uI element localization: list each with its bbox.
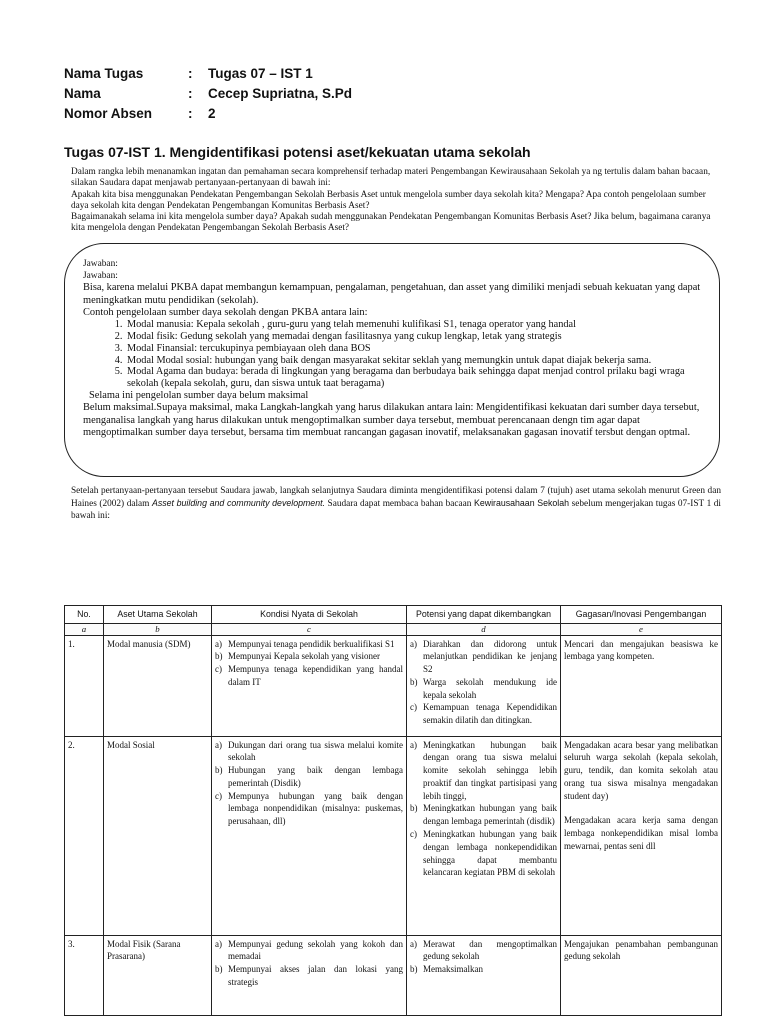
- list-item: [410, 802, 557, 828]
- intro-text: [71, 167, 723, 235]
- instruction-text: [71, 486, 721, 522]
- item-marker: a): [410, 739, 417, 750]
- answer-list: [83, 319, 701, 390]
- answer-paragraph: Selama ini pengelolan sumber daya belum maksimal: [89, 390, 309, 402]
- answer-label: Jawaban:: [83, 270, 118, 281]
- instruction-italic: Asset building and community development.: [151, 497, 325, 508]
- kondisi-cell: [212, 635, 407, 736]
- id-row-nama: [64, 84, 352, 104]
- list-item: [410, 638, 557, 676]
- item-marker: a): [410, 638, 417, 649]
- item-text: Meningkatkan hubungan baik dengan orang tua siswa melalui komite sekolah sehingga lebih proaktif dan tingkat partisipasi yang lebih tinggi,: [423, 739, 557, 801]
- item-marker: a): [215, 739, 222, 750]
- asset-name: Modal Sosial: [104, 736, 212, 935]
- potensi-cell: [407, 935, 561, 1015]
- answer-label: Jawaban:: [83, 259, 118, 269]
- list-item: [410, 701, 557, 727]
- item-text: Mempunyai akses jalan dan lokasi yang strategis: [228, 964, 403, 987]
- table-header: Aset Utama Sekolah: [104, 606, 212, 624]
- list-item: [410, 828, 557, 879]
- list-item: [215, 764, 403, 790]
- list-item: [215, 739, 403, 765]
- list-item: [215, 638, 403, 651]
- list-item: [215, 650, 403, 663]
- item-marker: a): [215, 938, 222, 949]
- answer-list-item: 5. Modal Agama dan budaya: berada di lingkungan yang beragama dan berbudaya baik sehingga dapat menjad control prilaku bagi wraga sekolah (kepala sekolah, guru, dan siswa untuk taat beragama): [125, 366, 701, 390]
- instruction-part: Saudara dapat membaca bahan bacaan: [327, 498, 472, 509]
- id-value: 2: [208, 106, 216, 121]
- item-text: Meningkatkan hubungan yang baik dengan lembaga pemerintah (disdik): [423, 803, 557, 827]
- answer-list-item: 2. Modal fisik: Gedung sekolah yang memadai dengan fasilitasnya yang cukup lengkap, letak yang strategis: [125, 331, 701, 343]
- answer-list-item: 1. Modal manusia: Kepala sekolah , guru-guru yang telah memenuhi kulifikasi S1, tenaga operator yang handal: [125, 319, 701, 331]
- item-text: Mempunyai gedung sekolah yang kokoh dan memadai: [228, 938, 403, 962]
- gagasan-text: Mengadakan acara besar yang melibatkan seluruh warga sekolah (kepala sekolah, guru, tendik, dan komita sekolah atau orang tua siswa misalnya mengadakan student day): [564, 739, 718, 801]
- asset-name: Modal manusia (SDM): [104, 635, 212, 736]
- list-item: [215, 790, 403, 828]
- item-marker: b): [215, 765, 223, 776]
- intro-paragraph: Bagaimanakah selama ini kita mengelola sumber daya? Apakah sudah menggunakan Pendekatan Pengembangan Komunitas Berbasis Aset? Jika belum, bagaimana caranya kita mengelola dengan Pendekatan Pengembangan Sekolah Berbasis Aset?: [71, 212, 711, 234]
- identity-block: [64, 64, 352, 124]
- table-header-row: [65, 606, 722, 624]
- answer-box: [64, 243, 720, 477]
- kondisi-cell: [212, 935, 407, 1015]
- gagasan-text: Mengadakan acara kerja sama dengan lembaga nonkependidikan misal lomba mewarnai, pentas seni dll: [564, 815, 718, 852]
- id-colon: :: [188, 86, 193, 101]
- table-header: No.: [65, 606, 104, 624]
- table-row: [65, 935, 722, 1015]
- item-marker: c): [215, 664, 222, 675]
- column-letter: d: [407, 623, 561, 635]
- item-text: Diarahkan dan didorong untuk melanjutkan pendidikan ke jenjang S2: [423, 638, 557, 675]
- id-colon: :: [188, 106, 193, 121]
- answer-list-item: 4. Modal Modal sosial: hubungan yang baik dengan masyarakat sekitar seklah yang memungkin untuk dapat diajak bekerja sama.: [125, 355, 701, 367]
- row-number: 2.: [65, 736, 104, 935]
- id-row-nomor-absen: [64, 104, 352, 124]
- instruction-part: sebelum mengerjakan tugas 07-IST 1 di bawah ini:: [71, 498, 721, 521]
- table-header: Gagasan/Inovasi Pengembangan: [561, 606, 722, 624]
- item-marker: c): [215, 790, 222, 801]
- table-header: Kondisi Nyata di Sekolah: [212, 606, 407, 624]
- table-row: [65, 736, 722, 935]
- id-label: Nama Tugas: [64, 66, 144, 81]
- id-value: Tugas 07 – IST 1: [208, 66, 313, 81]
- column-letter: a: [65, 623, 104, 635]
- potensi-cell: [407, 635, 561, 736]
- column-letter: e: [561, 623, 722, 635]
- list-item: [215, 938, 403, 964]
- answer-paragraph: Belum maksimal.Supaya maksimal, maka Langkah-langkah yang harus dilakukan antara lain: Mengidentifikasi kekuatan dari sumber daya tersebut, menganalisa langkah yang harus dilakukan untuk mengoptimalkan sumber daya tersebut, membuat perencanaan dengn tim agar dapat mengoptimalkan sumber daya tersebut, bersama tim membuat rancangan gagasan inovatif, melaksanakan gagasan inovatif tersbut dengan optmal.: [83, 402, 700, 438]
- item-text: Warga sekolah mendukung ide kepala sekolah: [423, 676, 557, 700]
- list-item: [215, 963, 403, 989]
- list-item: [410, 739, 557, 803]
- gagasan-cell: [561, 935, 722, 1015]
- answer-list-item: 3. Modal Finansial: tercukupinya pembiayaan oleh dana BOS: [125, 343, 701, 355]
- column-letter: b: [104, 623, 212, 635]
- item-marker: a): [215, 638, 222, 649]
- intro-paragraph: Apakah kita bisa menggunakan Pendekatan Pengembangan Sekolah Berbasis Aset untuk mengelola sumber daya sekolah kita? Mengapa? Apa contoh pengelolaan sumber daya sekolah kita dengan Pendekatan Pengembangan Komunitas Berbasis Aset?: [71, 189, 706, 211]
- row-number: 3.: [65, 935, 104, 1015]
- id-value: Cecep Supriatna, S.Pd: [208, 86, 353, 101]
- table-row: [65, 635, 722, 736]
- answer-paragraph: Bisa, karena melalui PKBA dapat membangun kemampuan, pengalaman, pengetahuan, dan asset yang dimiliki menjadi sebuah kekuatan yang dapat meningkatkan mutu pendidikan (sekolah).: [83, 282, 701, 306]
- table-letter-row: [65, 623, 722, 635]
- item-text: Mempunya hubungan yang baik dengan lembaga nonpendidikan (misalnya: puskemas, perusahaan, dll): [228, 790, 403, 827]
- id-row-nama-tugas: [64, 64, 352, 84]
- instruction-paragraph: [71, 486, 721, 522]
- gagasan-cell: [561, 635, 722, 736]
- item-marker: b): [215, 964, 223, 975]
- gagasan-text: Mencari dan mengajukan beasiswa ke lembaga yang kompeten.: [564, 638, 718, 662]
- item-marker: b): [410, 803, 418, 814]
- gagasan-cell: [561, 736, 722, 935]
- item-marker: b): [410, 964, 418, 975]
- page-title: Tugas 07-IST 1. Mengidentifikasi potensi aset/kekuatan utama sekolah: [64, 144, 531, 160]
- id-label: Nama: [64, 86, 101, 101]
- item-text: Mempunya tenaga kependidikan yang handal dalam IT: [228, 664, 403, 687]
- item-marker: c): [410, 829, 417, 840]
- list-item: [410, 938, 557, 964]
- table-header: Potensi yang dapat dikembangkan: [407, 606, 561, 624]
- instruction-part: Setelah pertanyaan-pertanyaan tersebut Saudara jawab, langkah selanjutnya Saudara diminta mengidentifikasi potensi dalam 7 (tujuh) aset utama sekolah menurut Green dan Haines (2002) dalam: [71, 486, 721, 509]
- asset-table: [64, 605, 722, 1016]
- asset-name: Modal Fisik (Sarana Prasarana): [104, 935, 212, 1015]
- column-letter: c: [212, 623, 407, 635]
- row-number: 1.: [65, 635, 104, 736]
- id-colon: :: [188, 66, 193, 81]
- gagasan-text: Mengajukan penambahan pembangunan gedung sekolah: [564, 938, 718, 962]
- potensi-cell: [407, 736, 561, 935]
- item-text: Mempunyai Kepala sekolah yang visioner: [228, 651, 380, 662]
- item-marker: b): [215, 651, 223, 662]
- list-item: [410, 676, 557, 702]
- list-item: [215, 663, 403, 689]
- instruction-keyword: Kewirausahaan Sekolah: [473, 497, 570, 508]
- item-text: Hubungan yang baik dengan lembaga pemerintah (Disdik): [228, 765, 403, 788]
- item-text: Mempunyai tenaga pendidik berkualifikasi S1: [228, 638, 395, 649]
- id-label: Nomor Absen: [64, 106, 153, 121]
- answer-paragraph: Contoh pengelolaan sumber daya sekolah dengan PKBA antara lain:: [83, 307, 368, 318]
- item-marker: a): [410, 938, 417, 949]
- item-text: Merawat dan mengoptimalkan gedung sekolah: [423, 938, 557, 962]
- list-item: [410, 963, 557, 976]
- item-text: Memaksimalkan: [423, 964, 483, 975]
- item-marker: b): [410, 676, 418, 687]
- item-text: Kemampuan tenaga Kependidikan semakin dilatih dan ditingkan.: [423, 702, 557, 726]
- item-marker: c): [410, 702, 417, 713]
- kondisi-cell: [212, 736, 407, 935]
- item-text: Meningkatkan hubungan yang baik dengan lembaga nonkependidikan sehingga dapat membantu kelancaran kegiatan PBM di sekolah: [423, 829, 557, 878]
- intro-paragraph: Dalam rangka lebih menanamkan ingatan dan pemahaman secara komprehensif terhadap materi Pengembangan Kewirausahaan Sekolah ya ng tertulis dalam bahan bacaan, silakan Saudara dapat menjawab pertanyaan-pertanyaan di bawah ini:: [71, 167, 711, 189]
- item-text: Dukungan dari orang tua siswa melalui komite sekolah: [228, 739, 403, 763]
